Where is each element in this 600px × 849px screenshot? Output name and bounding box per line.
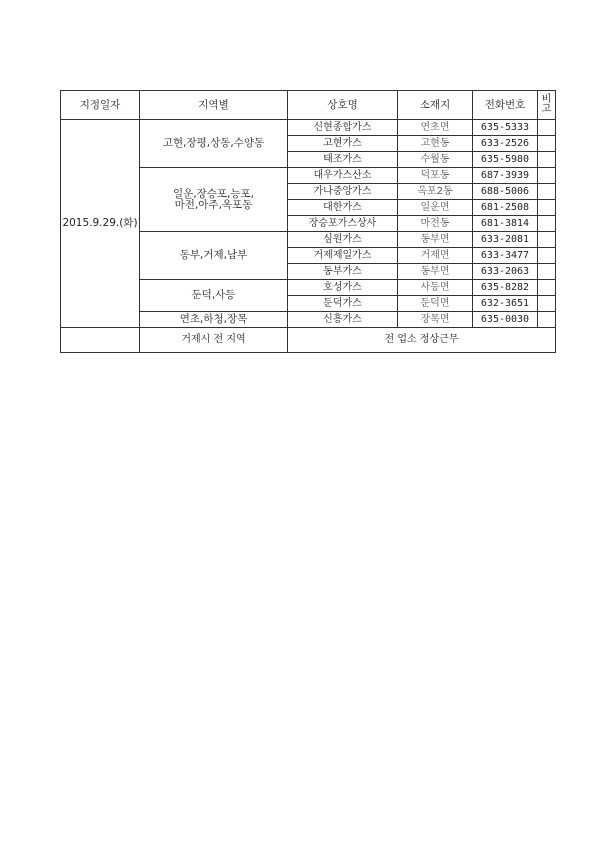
remark-cell (538, 312, 556, 328)
location-cell: 일운면 (398, 200, 473, 216)
remark-cell (538, 280, 556, 296)
phone-cell: 681-3814 (473, 216, 538, 232)
remark-cell (538, 136, 556, 152)
business-name-cell: 동부가스 (288, 264, 398, 280)
phone-cell: 681-2508 (473, 200, 538, 216)
phone-cell: 635-5333 (473, 120, 538, 136)
location-cell: 둔덕면 (398, 296, 473, 312)
header-location: 소재지 (398, 91, 473, 120)
location-cell: 마전동 (398, 216, 473, 232)
remark-cell (538, 184, 556, 200)
location-cell: 옥포2동 (398, 184, 473, 200)
location-cell: 수월동 (398, 152, 473, 168)
remark-cell (538, 296, 556, 312)
business-name-cell: 거제제일가스 (288, 248, 398, 264)
phone-cell: 633-2526 (473, 136, 538, 152)
header-date: 지정일자 (61, 91, 140, 120)
location-cell: 연초면 (398, 120, 473, 136)
header-business-name: 상호명 (288, 91, 398, 120)
phone-cell: 635-8282 (473, 280, 538, 296)
location-cell: 덕포동 (398, 168, 473, 184)
region-group-cell: 둔덕,사등 (140, 280, 288, 312)
table-header-row (61, 91, 556, 120)
region-group-cell: 동부,거제,남부 (140, 232, 288, 280)
business-name-cell: 고현가스 (288, 136, 398, 152)
phone-cell: 633-3477 (473, 248, 538, 264)
business-name-cell: 신흥가스 (288, 312, 398, 328)
region-group-cell: 연초,하청,장목 (140, 312, 288, 328)
business-name-cell: 태조가스 (288, 152, 398, 168)
footer-note-cell: 전 업소 정상근무 (288, 328, 556, 353)
footer-date-cell (61, 328, 140, 353)
business-name-cell: 장승포가스상사 (288, 216, 398, 232)
phone-cell: 633-2063 (473, 264, 538, 280)
remark-cell (538, 152, 556, 168)
gas-supplier-roster-table (60, 90, 556, 353)
business-name-cell: 심원가스 (288, 232, 398, 248)
table-footer-row (61, 328, 556, 353)
remark-cell (538, 200, 556, 216)
phone-cell: 635-0030 (473, 312, 538, 328)
phone-cell: 688-5006 (473, 184, 538, 200)
region-group-cell: 일운,장승포,능포, 마전,아주,옥포동 (140, 168, 288, 232)
remark-cell (538, 232, 556, 248)
designated-date-cell: 2015.9.29.(화) (61, 120, 140, 328)
header-remarks: 비 고 (538, 91, 556, 120)
location-cell: 동부면 (398, 264, 473, 280)
table-row (61, 120, 556, 136)
footer-region-cell: 거제시 전 지역 (140, 328, 288, 353)
remark-cell (538, 248, 556, 264)
location-cell: 거제면 (398, 248, 473, 264)
location-cell: 동부면 (398, 232, 473, 248)
remark-cell (538, 168, 556, 184)
remark-cell (538, 216, 556, 232)
business-name-cell: 신현종합가스 (288, 120, 398, 136)
phone-cell: 687-3939 (473, 168, 538, 184)
header-region: 지역별 (140, 91, 288, 120)
remark-cell (538, 264, 556, 280)
location-cell: 장목면 (398, 312, 473, 328)
business-name-cell: 호성가스 (288, 280, 398, 296)
phone-cell: 633-2081 (473, 232, 538, 248)
header-phone: 전화번호 (473, 91, 538, 120)
location-cell: 고현동 (398, 136, 473, 152)
business-name-cell: 대한가스 (288, 200, 398, 216)
remark-cell (538, 120, 556, 136)
phone-cell: 632-3651 (473, 296, 538, 312)
business-name-cell: 둔덕가스 (288, 296, 398, 312)
business-name-cell: 가나중앙가스 (288, 184, 398, 200)
region-group-cell: 고현,장평,상동,수양동 (140, 120, 288, 168)
location-cell: 사등면 (398, 280, 473, 296)
business-name-cell: 대우가스산소 (288, 168, 398, 184)
phone-cell: 635-5980 (473, 152, 538, 168)
